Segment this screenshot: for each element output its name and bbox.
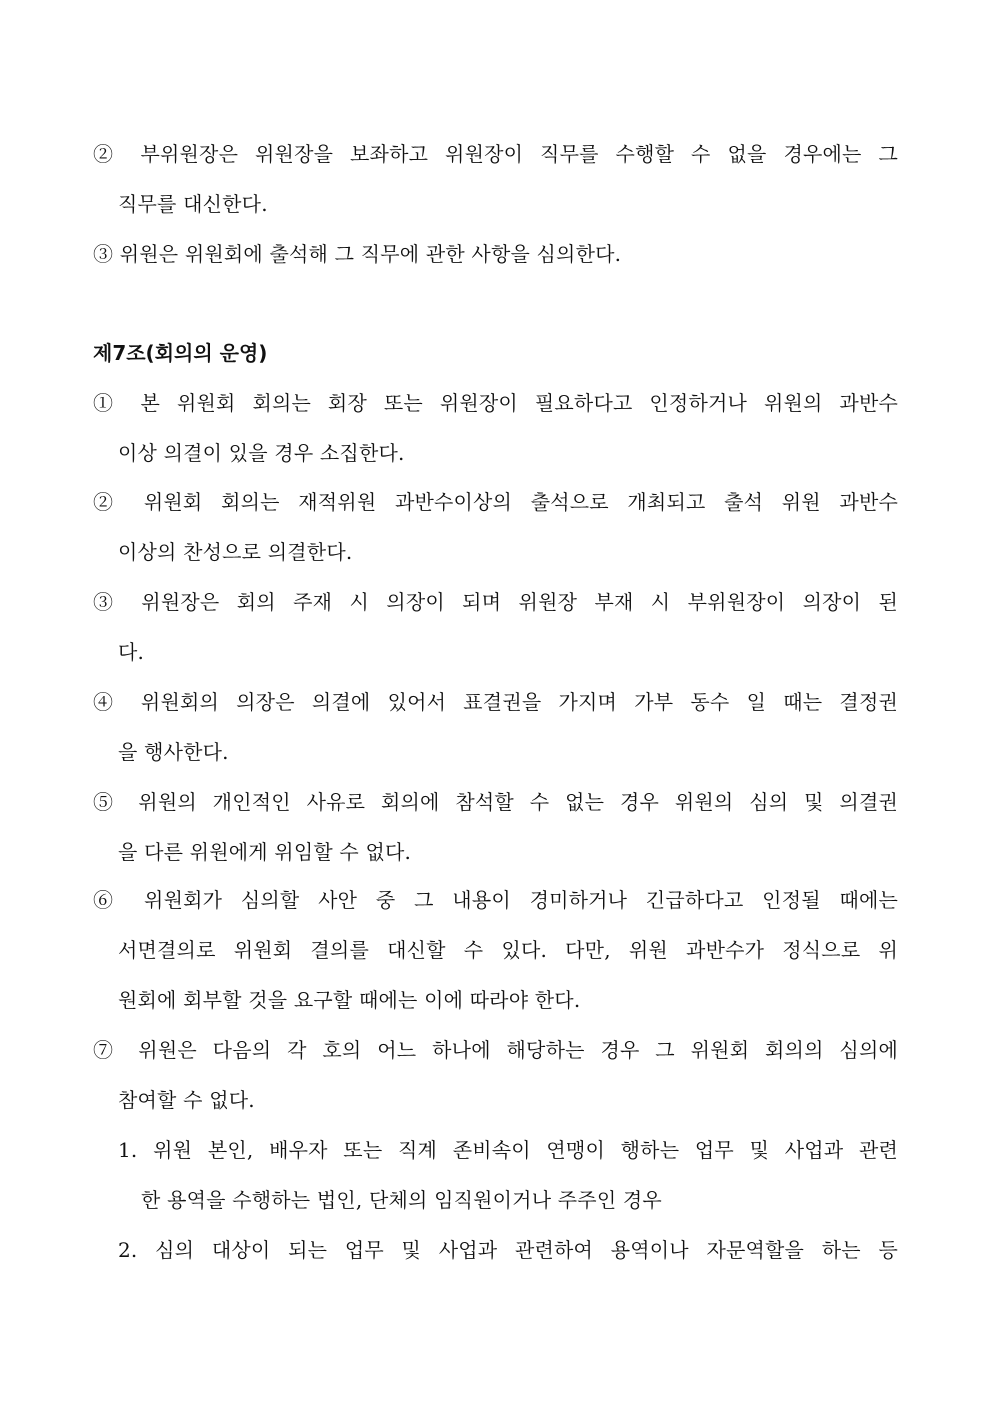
article7-item2-line2: 이상의 찬성으로 의결한다.	[118, 540, 353, 564]
article7-item3-line2: 다.	[118, 640, 145, 664]
article7-item6-line3: 원회에 회부할 것을 요구할 때에는 이에 따라야 한다.	[118, 988, 581, 1012]
article7-item7-line2: 참여할 수 없다.	[118, 1088, 255, 1112]
article7-item1-line1: ① 본 위원회 회의는 회장 또는 위원장이 필요하다고 인정하거나 위원의 과반수	[93, 391, 898, 415]
article7-item6-line1: ⑥ 위원회가 심의할 사안 중 그 내용이 경미하거나 긴급하다고 인정될 때에는	[93, 888, 898, 912]
article7-item5-line1: ⑤ 위원의 개인적인 사유로 회의에 참석할 수 없는 경우 위원의 심의 및 의결권	[93, 790, 898, 814]
article7-item1-line2: 이상 의결이 있을 경우 소집한다.	[118, 441, 405, 465]
article7-item6-line2: 서면결의로 위원회 결의를 대신할 수 있다. 다만, 위원 과반수가 정식으로 위	[118, 938, 898, 962]
paragraph-prev-item2-line2: 직무를 대신한다.	[118, 192, 268, 216]
article7-item4-line1: ④ 위원회의 의장은 의결에 있어서 표결권을 가지며 가부 동수 일 때는 결정권	[93, 690, 898, 714]
article7-item3-line1: ③ 위원장은 회의 주재 시 의장이 되며 위원장 부재 시 부위원장이 의장이 된	[93, 590, 898, 614]
article7-item4-line2: 을 행사한다.	[118, 740, 229, 764]
paragraph-prev-item2-line1: ② 부위원장은 위원장을 보좌하고 위원장이 직무를 수행할 수 없을 경우에는 그	[93, 142, 898, 166]
article7-item7-sub1-line1: 1. 위원 본인, 배우자 또는 직계 존비속이 연맹이 행하는 업무 및 사업과 관련	[118, 1138, 898, 1162]
article7-item7-line1: ⑦ 위원은 다음의 각 호의 어느 하나에 해당하는 경우 그 위원회 회의의 심의에	[93, 1038, 898, 1062]
article-7-heading: 제7조(회의의 운영)	[93, 341, 268, 365]
article7-item5-line2: 을 다른 위원에게 위임할 수 없다.	[118, 840, 412, 864]
article7-item7-sub1-line2: 한 용역을 수행하는 법인, 단체의 임직원이거나 주주인 경우	[141, 1188, 662, 1212]
article7-item2-line1: ② 위원회 회의는 재적위원 과반수이상의 출석으로 개최되고 출석 위원 과반수	[93, 490, 898, 514]
article7-item7-sub2-line1: 2. 심의 대상이 되는 업무 및 사업과 관련하여 용역이나 자문역할을 하는 등	[118, 1238, 898, 1262]
paragraph-prev-item3-line1: ③ 위원은 위원회에 출석해 그 직무에 관한 사항을 심의한다.	[93, 242, 622, 266]
